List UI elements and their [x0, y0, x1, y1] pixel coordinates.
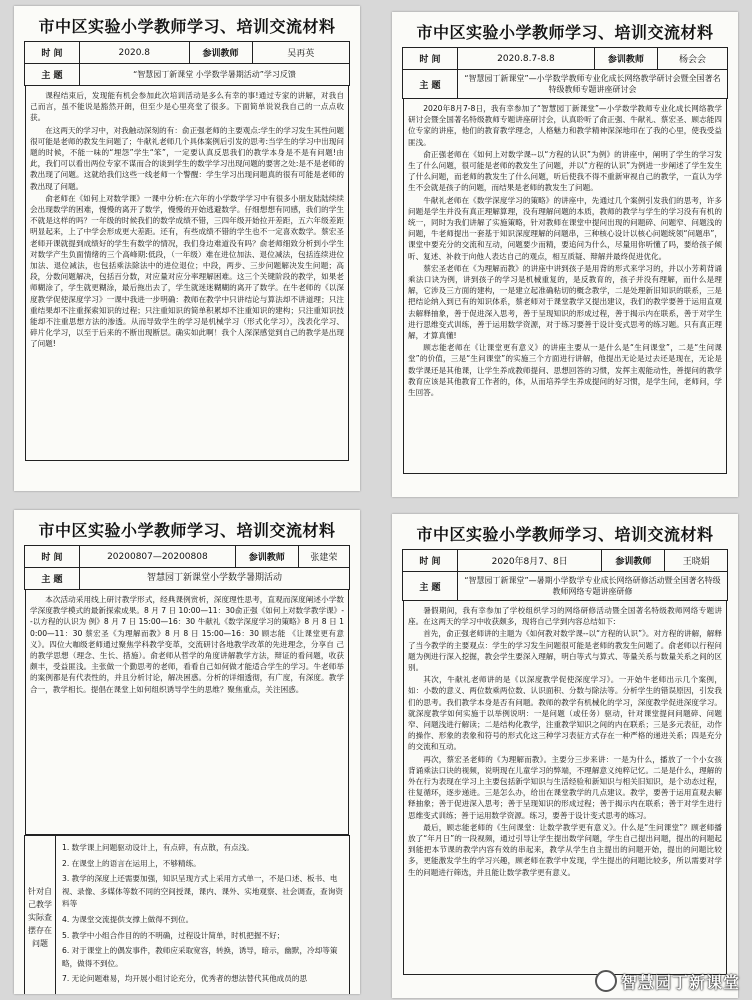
paragraph: 在这两天的学习中，对我触动深刻的有：俞正强老师的主要观点:学生的学习发生其性问题很可能是老师的教发生问题了；牛献礼老师几个具体案例后引发的思考:当学生的学习中出现问题的时候，不能一味的“埋怨”学生“笨”，一定要认真反思我们的教学本身是不是有问题!由此，我们可以看出两位专家不谋而合的谈到学生的数学学习出现问题的要害之处:是不是老师的教出现了问题。这就给我们这些一线老师一个警醒：学生学习出现问题真的很有可能是老师的教出现了问题。 — [30, 125, 344, 191]
watermark-text: 智慧园丁新课堂 — [620, 972, 740, 992]
teacher-name: 王晓娟 — [665, 550, 728, 572]
list-item: 6. 对于课堂上的偶发事件，教师应采取宽容，转换，诱导，暗示，幽默，冷却等策略，做得不到位。 — [62, 946, 338, 968]
participant-label: 参训教师 — [189, 42, 252, 64]
subject-label: 主 题 — [403, 572, 458, 601]
paragraph: 首先，俞正强老师讲的主题为《如何教对数学课--以“方程的认识”》。对方程的讲解，解释了当今教学的主要观点：学生的学习发生问题很可能是老师的教发生问题了。俞老师以行程问题为例进行深入挖掘，教会学生要深入理解，明白等式与算式、等量关系与数量关系之间的区别。 — [408, 629, 722, 673]
document-title: 市中区实验小学教师学习、培训交流材料 — [38, 521, 336, 540]
reflection-body — [25, 86, 349, 461]
paragraph: 俞老师在《如何上对数学课》一课中分析:在六年的小学数学学习中有很多小朋友陆陆续续会出现数学的困难，慢慢的离开了数学，慢慢的开始逃避数学。仔细想想有同感，我们的学生不就是这样的吗？一年级的时候我们的数学成绩不错，三四年级开始拉开差距，五六年级差距明显起来，上了中学会形成更大差距。还有，有些成绩不错的学生也不一定喜欢数学。蔡宏圣老师开课就提到成绩好的学生有数学的情况，我们身边难道没有吗？俞老师细致分析到小学生对数学产生负面情绪的三个高峰期:低段，（一年级）难在进位加法、退位减法，包括连续进位加法、退位减法，也包括乘法除法中的进位退位；中段，两步、三步问题解决发生问题；高段，分数问题解决，包括百分数，对应量对应分率理解困难。这三个关键阶段的教学，如果老师糊涂了，学生就更糊涂，最后拖出去了，学生就迷迷糊糊的离开了数学。在牛老师的《以深度教学促使深度学习》一课中我进一步明确：教师在教学中只讲结论与算法却不讲道理；只注重结果却不注重探索知识的过程；只注重知识的简单积累却不注重知识的建构；只注重知识技能却不注重思想方法的渗透。从而导致学生的学习是机械学习（形式化学习），浅表化学习、碎片化学习，以至于后来的不断出现断层。确实如此啊！我个人深深感觉到自己的教学是出现了问题! — [30, 193, 344, 349]
subject-label: 主 题 — [25, 568, 80, 590]
paragraph: 俞正强老师在《如何上对数学课--以“方程的认识”为例》的讲座中，阐明了学生的学习发生了什么问题，很可能是老师的教发生了问题，并以“方程的认识”为例进一步阐述了学生发生了什么问题，而老师的教发生了什么问题，听后使我不得不重新审视自己的教学，一直认为学生不会就是孩子的问题，而结果是老师的教发生了问题。 — [408, 149, 722, 193]
list-item: 1. 数学课上问题驱动设计上，有点碎，有点散，有点浅。 — [62, 843, 254, 852]
list-item: 3. 教学的深度上还需要加强，知识呈现方式上采用方式单一，不是口述、板书、电视、录像、多媒体等数不同的空间授课，课内、课外、实地观察、社会调查，查询资料等 — [62, 874, 343, 909]
material-sheet-1 — [14, 6, 360, 491]
list-item: 4. 为课堂交流提供支撑上做得不到位。 — [62, 914, 194, 924]
subject-value: “智慧园丁新课堂 小学数学暑期活动”学习反馈 — [80, 64, 350, 86]
subject-value: “智慧园丁新课堂”—小学数学教师专业化成长网络教学研讨会暨全国著名特级教师专题讲座研讨会 — [458, 70, 728, 99]
teacher-name: 张建荣 — [298, 546, 349, 568]
header-table — [402, 549, 728, 601]
document-title: 市中区实验小学教师学习、培训交流材料 — [416, 23, 714, 42]
paragraph: 再次，蔡宏圣老师的《为理解而教》。主要分三步来讲：一是为什么，播放了一个小女孩背诵乘法口诀的视频，说明现在儿童学习的弊端，不理解意义纯粹记忆。二是是什么，理解的外在行为表现在学习上主要包括新学知识与生活经验和新知识与相关旧知识，是个动态过程，往复循环，逐步递进。三是怎么办，给出在课堂教学的几点建议。教学，要善于运用直观去解释抽象；善于促进深入思考；善于呈现知识的形成过程；善于揭示内在联系；善于对学生进行思维变式训练；善于运用数学资源。练习，要善于设计变式思考的练习。 — [408, 754, 722, 820]
header-table — [24, 545, 350, 590]
material-sheet-2 — [392, 12, 738, 497]
time-label: 时 间 — [25, 546, 80, 568]
paragraph: 其次，牛献礼老师讲的是《以深度教学促使深度学习》。一开始牛老师出示几个案例，如：小数的意义、两位数乘两位数、认识面积、分数与除法等。分析学生的错误原因，引发我们的思考。我们教学本身是否有问题。教师的教学有机械化的学习，深度教学促进深度学习。就深度教学如何实施于以举例说明：一是问题（或任务）驱动，针对课堂提问问题碎、问题窄、问题浅进行解读；二是结构化教学，注重教学知识之间的内在联系；三是多元表征，动作的操作、形象的表象和符号的形式化这三种学习表征方式存在一种严格的递进关系；四是充分的交流和互动。 — [408, 675, 722, 752]
reflection-body — [25, 590, 349, 835]
subject-value: 智慧园丁新课堂小学数学暑期活动 — [80, 568, 350, 590]
paragraph: 课程结束后，发现能有机会参加此次培训活动是多么有幸的事!通过专家的讲解，对我自己而言，虽不能说是豁然开朗，但至少是心里亮堂了很多。下面简单说说我自己的一点点收获。 — [30, 91, 344, 123]
time-label: 时 间 — [403, 48, 458, 70]
paragraph: 顾志能老师在《让课堂更有意义》的讲座主要从一是什么是“生问课堂”，二是“生问课堂”的价值，三是“生问课堂”的实施三个方面进行讲解，他提出无论是过去还是现在，无论是数学课还是其他课，让学生养成教师提问、思想回答的习惯，发挥主观能动性，善提问的教学教育应该是其他教育工作者的，体，从而培养学生养成提问的好习惯，是学生问，老师问，学生回答。 — [408, 343, 722, 398]
paragraph: 最后，顾志能老师的《生问课堂：让数学教学更有意义》。什么是“生问课堂”？顾老师播放了“年月日”的一段视频，通过引导让学生提出数学问题，学生自己提出问题，提出的问题起到能把本节课的教学内容有效的串起来，教学从学生自主提出的问题开始，提出的问题比较多，更能激发学生的学习兴趣，顾老师在教学中发现，学生提出的问题比较多，所以需要对学生的问题进行筛选，并且能让数学教学更有意义。 — [408, 822, 722, 877]
time-label: 时 间 — [403, 550, 458, 572]
reflection-body — [403, 99, 727, 474]
paragraph: 蔡宏圣老师在《为理解而教》的讲座中讲到孩子是用背的形式来学习的，并以小芳莉背诵乘法口诀为例，讲到孩子的学习是机械重复的，是反教育的，孩子并没有理解，而什么是理解，它涉及三方面的建构，一是建立起准确粘切的概念教学，二是处理新旧知识的联系，三是把结论纳入到已有的知识体系，蔡老师对于课堂教学又提出建议，我们的教学要善于运用直观去解释抽象，善于促进深入思考，善于呈现知识的形成过程，善于揭示内在联系，善于对学生进行思维变式训练，善于运用数学资源，对于练习要善于设计变式思考的练习题。只有真正理解，才算真懂! — [408, 263, 722, 341]
subject-value: “智慧园丁新课堂”—暑期小学数学专业成长网络研修活动暨全国著名特级教师网络专题讲座研修 — [458, 572, 728, 601]
reflection-body — [403, 601, 727, 975]
problem-side-label: 针对自己教学实际查摆存在问题 — [25, 836, 56, 995]
header-table — [402, 47, 728, 99]
paragraph: 牛献礼老师在《数学深度学习的策略》的讲座中，先通过几个案例引发我们的思考，许多问题是学生并没有真正理解算理，没有理解问题的本质，教师的教学与学生的学习没有有机的统一，同时为我们讲解了实施策略，针对教师在课堂中提问出现的问题碎、问题窄、问题浅的问题，牛老师提出一套基于知识深度理解的问题串，三种核心设计以核心问题统领“问题串”，课堂中要充分的交流和互动，问题要少而精，要追问为什么，尽量用你听懂了吗，要给孩子倾听、复述、补救于向他人表达自己的观点，相互质疑、辩解并最终促进优化。 — [408, 195, 722, 261]
problem-list — [56, 836, 350, 995]
paragraph: 本次活动采用线上研讨教学形式，经典课例赏析，深度理性思考，直观而深度阐述小学数学深度教学模式的最新探索成果。8 月 7 日 10:00—11：30俞正强《如何上对数学教学课》--以方程的认识为 例》8 月 7 日 15:00—16：30 牛献礼《数学深度学习的策略》8 月 8 日 10:00—11：30 蔡宏圣《为理解而教》8 月 8 日 15:00—16：30 顾志能 《让课堂更有意义》。四位大咖级老师通过聚焦学科教学变革，交流研讨各地教学改革的先进理念，分享自 己的教学思想（理念、生长、措施）。俞老师从哲学的角度讲解教学方法，辩证的看问题，收获颇丰，受益匪浅。主张做一个勤思考的老师，看看自己如何做才能适合学生的学习。牛老师举的案例都是有代表性的，并且分析讨论，解决困惑。分析的详细透彻，有广度，有深度。教学合一，教学相长。提倡在课堂上如何组织诱导学生的思维？聚焦重点，关注困惑。 — [30, 595, 344, 694]
time-value: 2020.8.7-8.8 — [458, 48, 595, 70]
header-table — [24, 41, 350, 86]
material-sheet-4 — [392, 514, 738, 998]
list-item: 7. 无论问题难易，均开展小组讨论充分，优秀者的想法替代其他成员的思 — [62, 974, 308, 984]
problem-table — [24, 835, 350, 994]
paragraph: 2020年8月7-8日，我有幸参加了“智慧园丁新课堂”—小学数学教师专业化成长网络教学研讨会暨全国著名特级教师专题讲座研讨会，认真聆听了俞正强、牛献礼、蔡宏圣、顾志能四位专家的讲座，他们的教育教学理念，人格魅力和教学精神深深地印在了我的心里，使我受益匪浅。 — [408, 104, 722, 147]
time-value: 20200807—20200808 — [80, 546, 236, 568]
document-title: 市中区实验小学教师学习、培训交流材料 — [416, 525, 714, 544]
paragraph: 暑假期间，我有幸参加了学校组织学习的网络研修活动暨全国著名特级教师网络专题讲座。在这两天的学习中收获颇多，现将自己学到内容总结如下: — [408, 606, 722, 627]
watermark — [595, 970, 740, 995]
logo-icon — [595, 970, 617, 992]
document-title: 市中区实验小学教师学习、培训交流材料 — [38, 17, 336, 36]
list-item: 5. 教学中小组合作目的的不明确，过程设计简单，时机把握不好； — [62, 930, 285, 940]
participant-label: 参训教师 — [235, 546, 298, 568]
subject-label: 主 题 — [403, 70, 458, 99]
teacher-name: 杨会会 — [657, 48, 727, 70]
subject-label: 主 题 — [25, 64, 80, 86]
list-item: 2. 在课堂上的语言在运用上，不够精练。 — [62, 858, 201, 868]
time-label: 时 间 — [25, 42, 80, 64]
participant-label: 参训教师 — [602, 550, 665, 572]
time-value: 2020年8月7、8日 — [458, 550, 602, 572]
teacher-name: 吴再英 — [252, 42, 349, 64]
material-sheet-3 — [14, 510, 360, 994]
participant-label: 参训教师 — [594, 48, 657, 70]
time-value: 2020.8 — [80, 42, 190, 64]
